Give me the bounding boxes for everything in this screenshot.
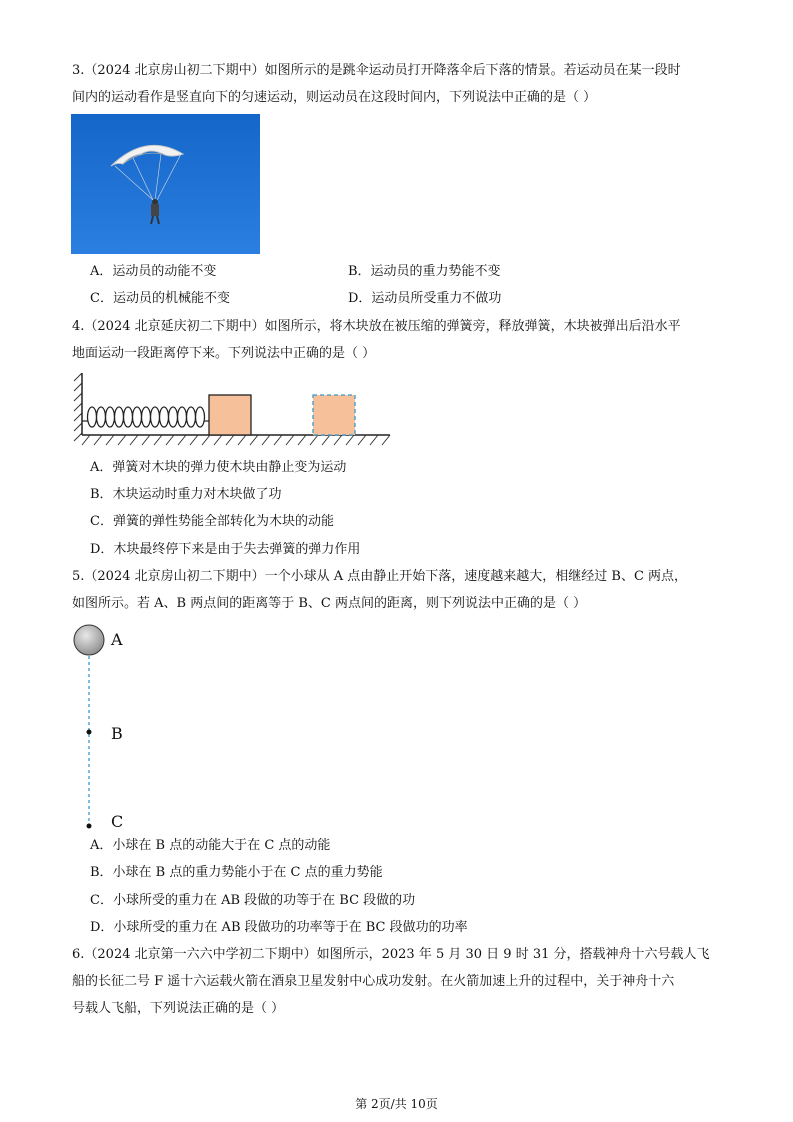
- q5-option-a: A．小球在 B 点的动能大于在 C 点的动能: [90, 838, 331, 853]
- label-b: B: [111, 724, 123, 743]
- q5-stem-line1: 5.（2024 北京房山初二下期中）一个小球从 A 点由静止开始下落，速度越来越大，相继经过 B、C 两点，: [72, 569, 688, 584]
- q4-stem-line1: 4.（2024 北京延庆初二下期中）如图所示，将木块放在被压缩的弹簧旁，释放弹簧，木块被弹出后沿水平: [72, 319, 681, 334]
- floor-hatching: [82, 435, 390, 445]
- q5-option-d: D．小球所受的重力在 AB 段做功的功率等于在 BC 段做功的功率: [90, 920, 468, 935]
- parachutist-photo: [71, 114, 260, 254]
- spring: [82, 407, 209, 427]
- label-a: A: [111, 630, 123, 649]
- q5-option-b: B．小球在 B 点的重力势能小于在 C 点的重力势能: [90, 865, 383, 880]
- wooden-block-final-position: [313, 395, 355, 435]
- q4-stem-line2: 地面运动一段距离停下来。下列说法中正确的是（ ）: [72, 346, 376, 361]
- q3-option-c: C．运动员的机械能不变: [90, 291, 230, 306]
- q3-option-b: B．运动员的重力势能不变: [348, 264, 501, 279]
- ball: [74, 625, 104, 655]
- point-c: [87, 824, 92, 829]
- point-b: [87, 730, 92, 735]
- q4-option-a: A．弹簧对木块的弹力使木块由静止变为运动: [90, 460, 347, 475]
- q5-stem-line2: 如图所示。若 A、B 两点间的距离等于 B、C 两点间的距离，则下列说法中正确的是（ ）: [72, 596, 587, 611]
- falling-ball-diagram: [66, 620, 146, 835]
- q3-option-d: D．运动员所受重力不做功: [348, 291, 502, 306]
- spring-block-diagram: [70, 373, 392, 449]
- q4-option-d: D．木块最终停下来是由于失去弹簧的弹力作用: [90, 542, 361, 557]
- q4-option-c: C．弹簧的弹性势能全部转化为木块的动能: [90, 514, 334, 529]
- q5-option-c: C．小球所受的重力在 AB 段做的功等于在 BC 段做的功: [90, 893, 416, 908]
- wall-hatching: [74, 373, 82, 441]
- wooden-block: [209, 395, 251, 435]
- q3-option-a: A．运动员的动能不变: [90, 264, 217, 279]
- q6-stem-line1: 6.（2024 北京第一六六中学初二下期中）如图所示，2023 年 5 月 30 日 9 时 31 分，搭载神舟十六号载人飞: [72, 947, 710, 962]
- label-c: C: [111, 812, 124, 831]
- q6-stem-line3: 号载人飞船，下列说法正确的是（ ）: [72, 1001, 285, 1016]
- q4-option-b: B．木块运动时重力对木块做了功: [90, 487, 282, 502]
- q3-stem-line2: 间内的运动看作是竖直向下的匀速运动，则运动员在这段时间内，下列说法中正确的是（ ）: [72, 90, 597, 105]
- q6-stem-line2: 船的长征二号 F 遥十六运载火箭在酒泉卫星发射中心成功发射。在火箭加速上升的过程中，关于神舟十六: [72, 974, 675, 989]
- page-footer: 第 2页/共 10页: [355, 1097, 438, 1111]
- q3-stem-line1: 3.（2024 北京房山初二下期中）如图所示的是跳伞运动员打开降落伞后下落的情景。若运动员在某一段时: [72, 63, 681, 78]
